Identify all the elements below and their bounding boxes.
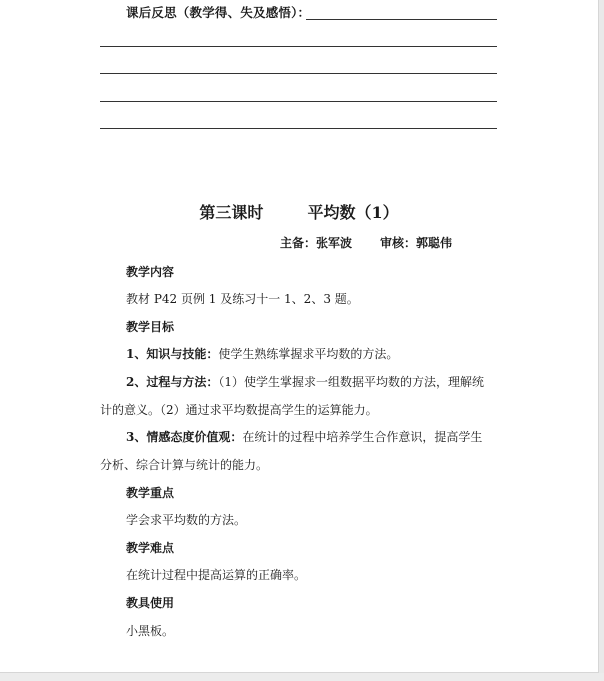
difficulty-heading: 教学难点 xyxy=(126,541,175,555)
goal-3-text-line2: 分析、综合计算与统计的能力。 xyxy=(100,458,269,472)
key-point-heading: 教学重点 xyxy=(126,486,175,500)
goal-2-label: 2、过程与方法： xyxy=(126,375,219,389)
reflection-writing-line-4 xyxy=(100,128,497,129)
goals-heading: 教学目标 xyxy=(126,320,175,334)
goal-3 xyxy=(126,428,482,445)
lesson-period: 第三课时 xyxy=(199,203,264,222)
goal-3-label: 3、情感态度价值观： xyxy=(126,430,243,444)
goal-3-text-line1: 在统计的过程中培养学生合作意识，提高学生 xyxy=(242,430,483,444)
main-preparer: 主备：张军波 xyxy=(280,236,353,250)
tools-heading: 教具使用 xyxy=(126,596,175,610)
lesson-title xyxy=(0,200,598,223)
reflection-writing-line-2 xyxy=(100,73,497,74)
reflection-writing-line-1 xyxy=(100,46,497,47)
goal-2 xyxy=(126,373,484,390)
reviewer: 审核：郭聪伟 xyxy=(380,236,453,250)
lesson-topic: 平均数（1） xyxy=(307,203,399,222)
lesson-authors xyxy=(280,234,452,251)
goal-2-text-line2: 计的意义。（2）通过求平均数提高学生的运算能力。 xyxy=(100,403,378,417)
goal-2-text-line1: （1）使学生掌握求一组数据平均数的方法，理解统 xyxy=(218,375,484,389)
content-heading: 教学内容 xyxy=(126,265,175,279)
viewer-scroll-edge[interactable] xyxy=(599,0,604,681)
viewer-bottom-edge xyxy=(0,673,604,681)
reflection-inline-writing-line xyxy=(306,19,497,20)
tools-text: 小黑板。 xyxy=(126,624,175,638)
difficulty-text: 在统计过程中提高运算的正确率。 xyxy=(126,568,307,582)
goal-1-text: 使学生熟练掌握求平均数的方法。 xyxy=(218,347,399,361)
goal-1-label: 1、知识与技能： xyxy=(126,347,219,361)
content-text: 教材 P42 页例 1 及练习十一 1、2、3 题。 xyxy=(126,292,359,306)
reflection-label: 课后反思（教学得、失及感悟）： xyxy=(126,5,311,20)
key-point-text: 学会求平均数的方法。 xyxy=(126,513,247,527)
reflection-writing-line-3 xyxy=(100,101,497,102)
goal-1 xyxy=(126,345,398,362)
